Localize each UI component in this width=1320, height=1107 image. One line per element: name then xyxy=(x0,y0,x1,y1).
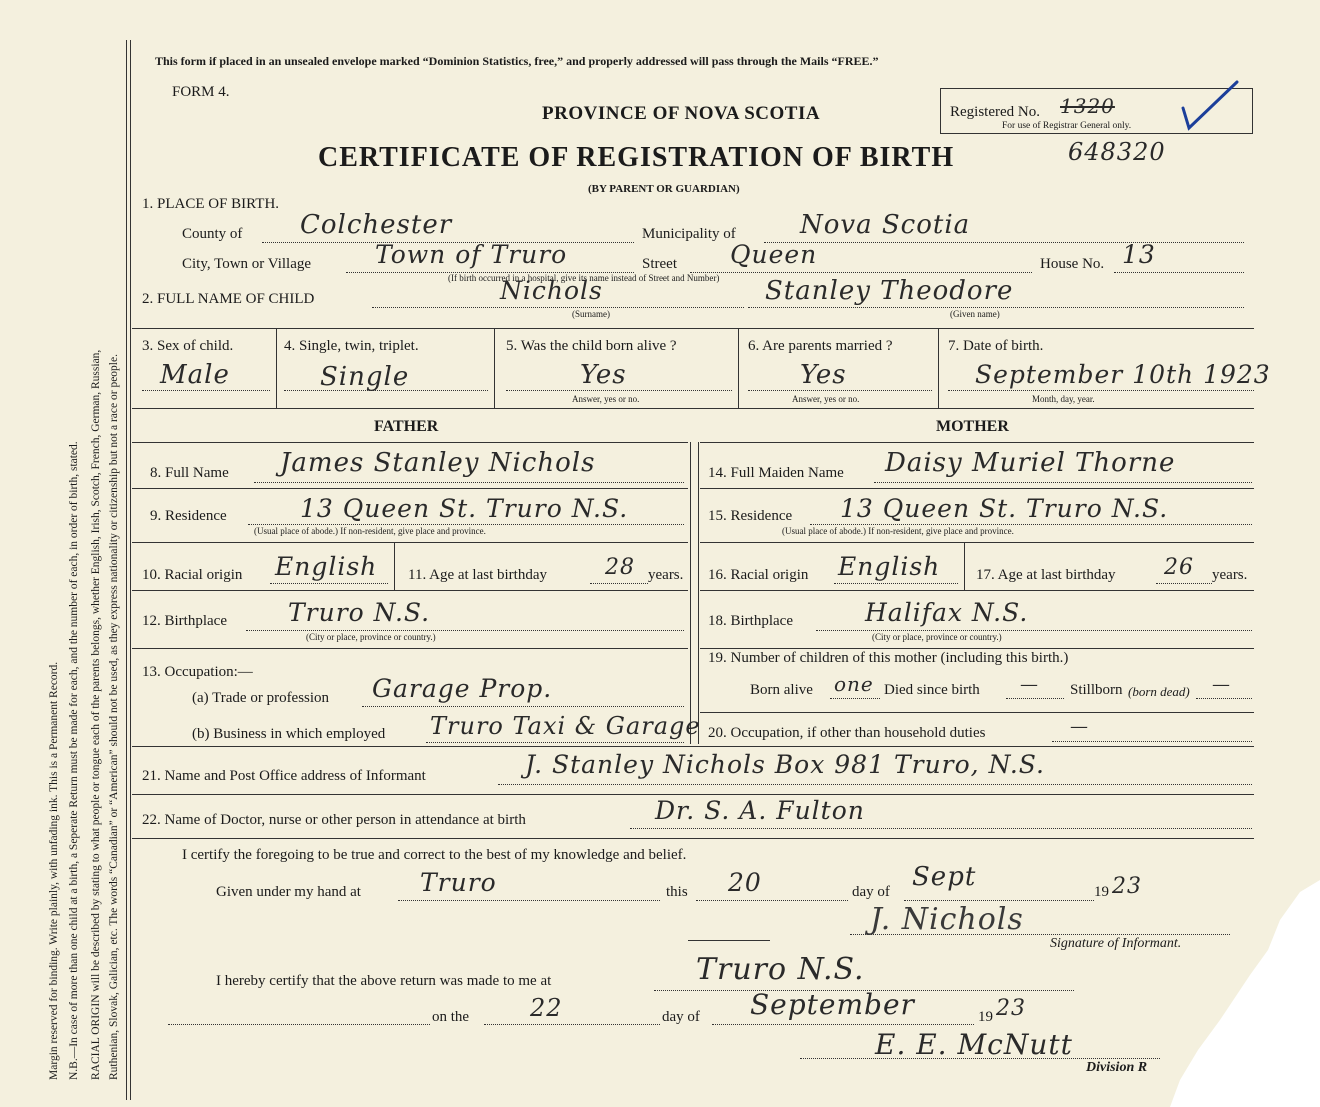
rule-father-residence xyxy=(132,542,688,543)
certification-year: 23 xyxy=(1112,874,1142,899)
father-birthplace-value: Truro N.S. xyxy=(288,598,431,627)
mail-note: This form if placed in an unsealed envelope marked “Dominion Statistics, free,” and properly addressed will pass through the Mails “FREE.” xyxy=(155,54,879,68)
county-value: Colchester xyxy=(300,210,453,240)
certification-statement: I certify the foregoing to be true and correct to the best of my knowledge and belief. xyxy=(182,847,687,863)
margin-note-binding: Margin reserved for binding. Write plainly, with unfading ink. This is a Permanent Record. xyxy=(48,661,60,1080)
born-alive-line xyxy=(506,390,732,391)
mother-stillborn-value: — xyxy=(1212,674,1231,695)
father-business-line xyxy=(426,742,684,743)
county-label: County of xyxy=(182,226,243,242)
rule-mother-age xyxy=(964,542,965,590)
return-year-value: 23 xyxy=(996,996,1026,1021)
mother-residence-line xyxy=(810,524,1252,525)
certification-month: Sept xyxy=(912,862,977,892)
rule-row-3-bottom xyxy=(132,408,1254,409)
rule-father-race xyxy=(132,590,688,591)
given-place-line xyxy=(398,900,660,901)
sex-label: 3. Sex of child. xyxy=(142,338,234,354)
street-label: Street xyxy=(642,256,677,272)
rule-col-4 xyxy=(276,328,277,408)
rule-parents-bottom xyxy=(132,746,1254,747)
certification-day: 20 xyxy=(728,868,762,897)
father-race-line xyxy=(270,583,388,584)
mother-born-alive-value: one xyxy=(834,672,874,696)
born-alive-value: Yes xyxy=(580,360,627,390)
child-name-label: 2. FULL NAME OF CHILD xyxy=(142,291,315,307)
child-given-name: Stanley Theodore xyxy=(765,276,1014,306)
mother-race-value: English xyxy=(838,552,941,581)
house-number-value: 13 xyxy=(1122,240,1156,269)
return-month-line xyxy=(712,1024,974,1025)
return-day-line xyxy=(484,1024,660,1025)
torn-corner-shape xyxy=(1150,880,1320,1107)
mother-died-line xyxy=(1006,698,1064,699)
mother-birthplace-note: (City or place, province or country.) xyxy=(872,632,1002,642)
father-birthplace-label: 12. Birthplace xyxy=(142,613,227,629)
signature-stub-line xyxy=(688,940,770,941)
rule-doctor xyxy=(132,838,1254,839)
father-race-label: 10. Racial origin xyxy=(142,567,243,583)
rule-mother-top xyxy=(700,442,1254,443)
father-race-value: English xyxy=(275,552,378,581)
given-place-value: Truro xyxy=(420,868,497,897)
return-place-value: Truro N.S. xyxy=(696,952,865,987)
surname-note: (Surname) xyxy=(572,309,610,319)
mother-birthplace-label: 18. Birthplace xyxy=(708,613,793,629)
mother-name-label: 14. Full Maiden Name xyxy=(708,465,844,481)
return-lead-line xyxy=(168,1024,430,1025)
mother-born-alive-line xyxy=(830,698,880,699)
rule-father-age xyxy=(394,542,395,590)
born-alive-label: 5. Was the child born alive ? xyxy=(506,338,677,354)
born-alive-note: Answer, yes or no. xyxy=(572,394,640,404)
signature-of-informant-label: Signature of Informant. xyxy=(1050,936,1182,951)
mother-race-label: 16. Racial origin xyxy=(708,567,809,583)
mother-residence-value: 13 Queen St. Truro N.S. xyxy=(840,494,1169,523)
certificate-subtitle: (BY PARENT OR GUARDIAN) xyxy=(588,183,740,195)
house-number-label: House No. xyxy=(1040,256,1105,272)
plurality-label: 4. Single, twin, triplet. xyxy=(284,338,419,354)
parents-married-label: 6. Are parents married ? xyxy=(748,338,893,354)
rule-col-5 xyxy=(494,328,495,408)
division-registrar-label: Division R xyxy=(1086,1060,1148,1075)
rule-father-mother-divider xyxy=(690,442,691,744)
mother-age-label: 17. Age at last birthday xyxy=(976,567,1116,583)
rule-informant xyxy=(132,794,1254,795)
parents-married-value: Yes xyxy=(800,360,847,390)
mother-stillborn-label: Stillborn xyxy=(1070,682,1123,698)
father-years-label: years. xyxy=(648,567,684,583)
parents-married-line xyxy=(748,390,932,391)
return-day-value: 22 xyxy=(530,994,563,1022)
mother-age-value: 26 xyxy=(1164,555,1194,580)
mother-occupation-line xyxy=(1052,741,1252,742)
father-business-label: (b) Business in which employed xyxy=(192,726,386,742)
father-trade-label: (a) Trade or profession xyxy=(192,690,330,706)
month-line xyxy=(904,900,1094,901)
doctor-label: 22. Name of Doctor, nurse or other person in attendance at birth xyxy=(142,812,526,828)
informant-line xyxy=(498,784,1252,785)
informant-value: J. Stanley Nichols Box 981 Truro, N.S. xyxy=(525,750,1045,779)
rule-mother-race xyxy=(700,590,1254,591)
informant-signature: J. Nichols xyxy=(870,902,1024,937)
handwritten-certificate-number: 648320 xyxy=(1068,138,1166,166)
mother-residence-note: (Usual place of abode.) If non-resident, give place and province. xyxy=(782,526,1014,536)
father-residence-note: (Usual place of abode.) If non-resident, give place and province. xyxy=(254,526,486,536)
place-of-birth-section: 1. PLACE OF BIRTH. xyxy=(142,196,280,212)
sex-line xyxy=(142,390,270,391)
mother-heading: MOTHER xyxy=(936,418,1009,435)
hospital-note: (If birth occurred in a hospital, give its name instead of Street and Number) xyxy=(448,273,720,283)
margin-note-multiple-births: N.B.—In case of more than one child at a birth, a Seperate Return must be made for each, and the number of each, in order of birth, stated. xyxy=(68,441,80,1080)
date-of-birth-label: 7. Date of birth. xyxy=(948,338,1044,354)
rule-father-top xyxy=(132,442,688,443)
father-age-label: 11. Age at last birthday xyxy=(408,567,547,583)
year-prefix: 19 xyxy=(1094,884,1109,900)
mother-years-label: years. xyxy=(1212,567,1248,583)
given-name-note: (Given name) xyxy=(950,309,1000,319)
return-month-value: September xyxy=(750,988,915,1021)
rule-col-6 xyxy=(738,328,739,408)
father-name-line xyxy=(254,482,684,483)
rule-row-3-top xyxy=(132,328,1254,329)
date-of-birth-line xyxy=(948,390,1254,391)
street-value: Queen xyxy=(730,240,818,269)
child-surname: Nichols xyxy=(500,276,603,305)
registrar-signature: E. E. McNutt xyxy=(875,1028,1073,1061)
municipality-label: Municipality of xyxy=(642,226,736,242)
mother-birthplace-line xyxy=(816,630,1252,631)
rule-mother-birthplace xyxy=(700,648,1254,649)
given-under-label: Given under my hand at xyxy=(216,884,361,900)
mother-residence-label: 15. Residence xyxy=(708,508,793,524)
father-residence-value: 13 Queen St. Truro N.S. xyxy=(300,494,629,523)
day-line xyxy=(696,900,848,901)
mother-children-label: 19. Number of children of this mother (including this birth.) xyxy=(708,650,1069,666)
mother-occupation-value: — xyxy=(1070,716,1089,737)
date-of-birth-note: Month, day, year. xyxy=(1032,394,1095,404)
plurality-value: Single xyxy=(320,362,410,392)
rule-father-birthplace xyxy=(132,648,688,649)
rule-father-mother-divider-2 xyxy=(698,442,699,744)
mother-occupation-label: 20. Occupation, if other than household duties xyxy=(708,725,986,741)
father-trade-value: Garage Prop. xyxy=(372,674,553,703)
mother-stillborn-note: (born dead) xyxy=(1128,684,1190,699)
rule-father-name xyxy=(132,488,688,489)
city-label: City, Town or Village xyxy=(182,256,312,272)
margin-note-racial-origin: RACIAL ORIGIN will be described by stating to what people or tongue each of the parents belongs, whether English, Irish, Scotch, French, German, Russian, xyxy=(90,349,102,1080)
given-name-line xyxy=(748,307,1244,308)
father-trade-line xyxy=(362,706,684,707)
municipality-value: Nova Scotia xyxy=(800,210,971,240)
on-the-label: on the xyxy=(432,1009,470,1025)
parents-married-note: Answer, yes or no. xyxy=(792,394,860,404)
mother-died-label: Died since birth xyxy=(884,682,980,698)
registered-number-label: Registered No. xyxy=(950,104,1040,120)
sex-value: Male xyxy=(160,360,230,390)
rule-mother-residence xyxy=(700,542,1254,543)
form-number: FORM 4. xyxy=(172,84,230,100)
city-value: Town of Truro xyxy=(375,240,568,269)
street-line xyxy=(690,272,1032,273)
father-residence-label: 9. Residence xyxy=(150,508,227,524)
mother-stillborn-line xyxy=(1196,698,1252,699)
return-made-label: I hereby certify that the above return was made to me at xyxy=(216,973,552,989)
mother-died-value: — xyxy=(1020,674,1039,695)
father-birthplace-line xyxy=(246,630,684,631)
margin-note-racial-origin-cont: Ruthenian, Slovak, Galician, etc. The words “Canadian” or “American” should not be used, as they express nationality or citizenship but not a race or people. xyxy=(108,354,120,1080)
father-name-value: James Stanley Nichols xyxy=(280,448,596,478)
mother-name-value: Daisy Muriel Thorne xyxy=(885,448,1176,478)
registered-number-value: 1320 xyxy=(1060,94,1115,118)
mother-born-alive-label: Born alive xyxy=(750,682,813,698)
this-label: this xyxy=(666,884,688,900)
municipality-line xyxy=(764,242,1244,243)
father-business-value: Truro Taxi & Garage xyxy=(430,712,701,740)
house-number-line xyxy=(1114,272,1244,273)
date-of-birth-value: September 10th 1923 xyxy=(975,360,1271,389)
informant-label: 21. Name and Post Office address of Informant xyxy=(142,768,426,784)
doctor-value: Dr. S. A. Fulton xyxy=(655,796,865,825)
rule-col-7 xyxy=(938,328,939,408)
mother-age-line xyxy=(1156,583,1212,584)
return-day-of-label: day of xyxy=(662,1009,700,1025)
binding-margin-line xyxy=(126,40,127,1100)
father-age-value: 28 xyxy=(605,555,635,580)
return-year-prefix: 19 xyxy=(978,1009,993,1025)
check-mark-icon xyxy=(1175,76,1245,134)
registrar-signature-line xyxy=(800,1058,1160,1059)
binding-margin-line-2 xyxy=(130,40,131,1100)
registrar-only-note: For use of Registrar General only. xyxy=(1002,121,1132,131)
mother-birthplace-value: Halifax N.S. xyxy=(865,598,1029,627)
rule-mother-name xyxy=(700,488,1254,489)
father-birthplace-note: (City or place, province or country.) xyxy=(306,632,436,642)
mother-name-line xyxy=(874,482,1252,483)
certificate-title: CERTIFICATE OF REGISTRATION OF BIRTH xyxy=(318,142,955,173)
rule-mother-children xyxy=(700,712,1254,713)
doctor-line xyxy=(630,828,1252,829)
father-residence-line xyxy=(248,524,684,525)
mother-race-line xyxy=(834,583,958,584)
father-name-label: 8. Full Name xyxy=(150,465,229,481)
father-heading: FATHER xyxy=(374,418,439,435)
province-heading: PROVINCE OF NOVA SCOTIA xyxy=(542,103,821,124)
surname-line xyxy=(372,307,744,308)
day-of-label: day of xyxy=(852,884,890,900)
father-occupation-label: 13. Occupation:— xyxy=(142,664,253,680)
father-age-line xyxy=(590,583,648,584)
